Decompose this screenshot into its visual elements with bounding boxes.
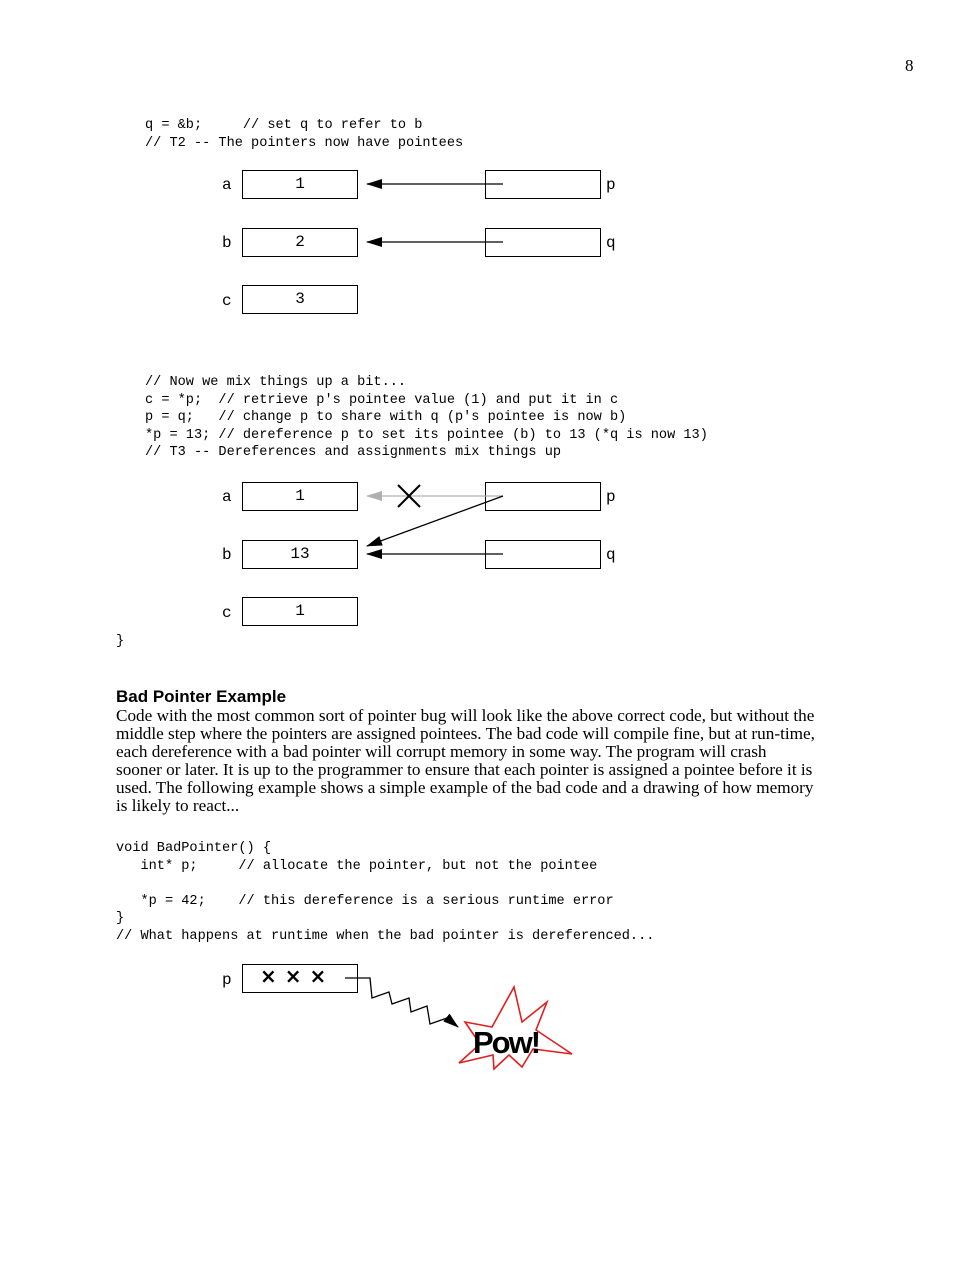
pointee-b-t2: 2 [242, 228, 358, 257]
label-c-t3: c [222, 604, 232, 622]
code-t3: // Now we mix things up a bit... c = *p; // retrieve p's pointee value (1) and put it in c p = q; // change p to share with q (p's pointee is now b) *p = 13; // dereference p to set its pointee (b) to 13 (*q is now 13) // T3 -- Dereferences and assignments mix things up [145, 375, 708, 461]
code-bad-pointer: void BadPointer() { int* p; // allocate the pointer, but not the pointee *p = 42; // this dereference is a serious runtime error } // What happens at runtime when the bad pointer is dereferenced... [116, 841, 655, 944]
label-a-t3: a [222, 488, 232, 506]
label-q-t3: q [606, 546, 616, 564]
section-heading: Bad Pointer Example [116, 687, 287, 706]
label-p-t2: p [606, 176, 616, 194]
garbage-x-marks: ××× [260, 964, 335, 988]
closing-brace: } [116, 634, 125, 649]
label-b-t2: b [222, 234, 232, 252]
pointee-a-t3: 1 [242, 482, 358, 511]
pow-text: Pow! [473, 1025, 540, 1060]
label-p-bad: p [222, 971, 232, 989]
section-paragraph: Code with the most common sort of pointer bug will look like the above correct code, but without the middle step where the pointers are assigned pointees. The bad code will compile fine, but at run-time, each dereference with a bad pointer will corrupt memory in some way. The program will crash sooner or later. It is up to the programmer to ensure that each pointer is assigned a pointee before it is used. The following example shows a simple example of the bad code and a drawing of how memory is likely to react... [116, 706, 815, 815]
page-number: 8 [905, 56, 914, 75]
pointee-b-t3: 13 [242, 540, 358, 569]
pointee-a-t2: 1 [242, 170, 358, 199]
label-c-t2: c [222, 292, 232, 310]
label-q-t2: q [606, 234, 616, 252]
label-a-t2: a [222, 176, 232, 194]
label-p-t3: p [606, 488, 616, 506]
pointee-c-t3: 1 [242, 597, 358, 626]
code-t2: q = &b; // set q to refer to b // T2 -- The pointers now have pointees [145, 118, 464, 151]
label-b-t3: b [222, 546, 232, 564]
pointee-c-t2: 3 [242, 285, 358, 314]
arrow-p-to-b-t3 [367, 496, 503, 546]
zigzag-arrow-icon [345, 978, 458, 1027]
